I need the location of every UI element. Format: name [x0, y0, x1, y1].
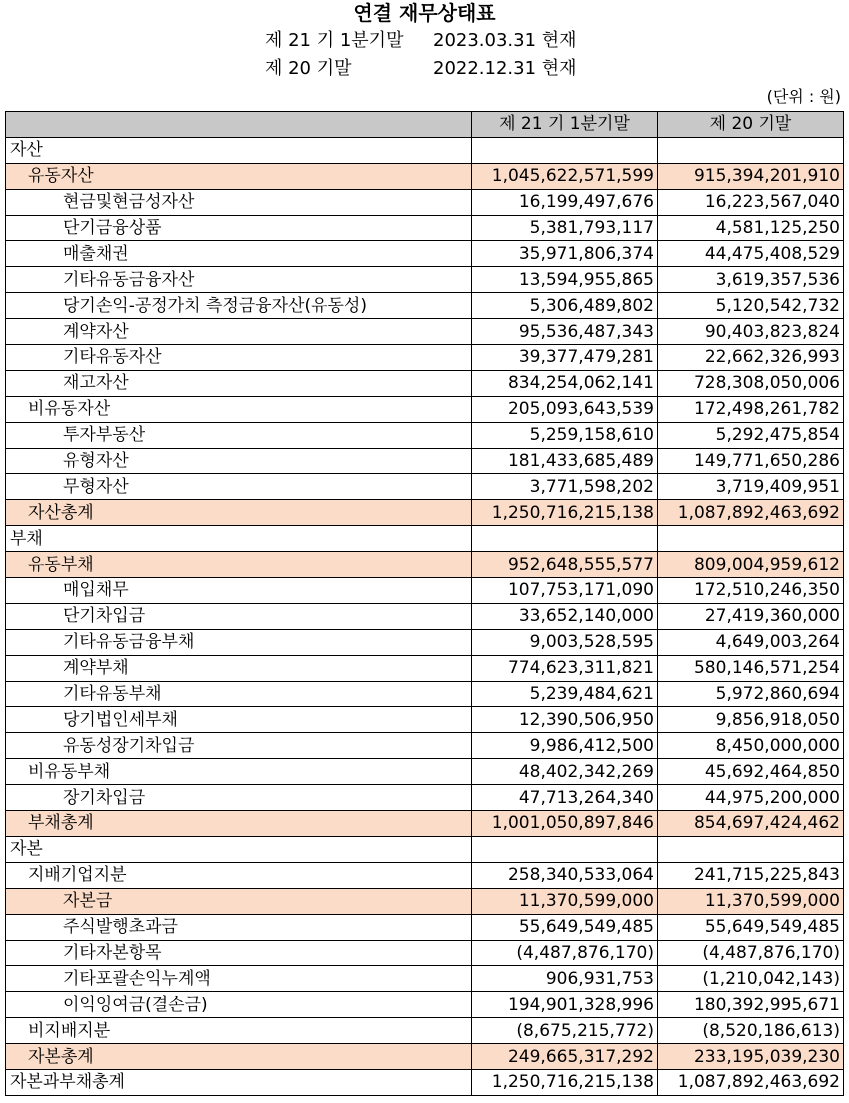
prior-period-amount-cell: 16,223,567,040 [658, 189, 844, 215]
current-period-amount-cell: 35,971,806,374 [472, 241, 658, 267]
current-period-amount-cell: 5,381,793,117 [472, 215, 658, 241]
current-period-amount-cell: 16,199,497,676 [472, 189, 658, 215]
current-period-amount-cell: 13,594,955,865 [472, 267, 658, 293]
account-name-cell: 기타유동금융부채 [6, 629, 472, 655]
table-row [6, 1069, 844, 1095]
prior-period-amount-cell: 149,771,650,286 [658, 448, 844, 474]
prior-period-amount-cell: 5,120,542,732 [658, 293, 844, 319]
table-row [6, 526, 844, 552]
current-period-amount-cell: 95,536,487,343 [472, 319, 658, 345]
prior-period-amount-cell: 44,975,200,000 [658, 785, 844, 811]
account-name-cell: 부채 [6, 526, 472, 552]
current-period-amount-cell: 5,306,489,802 [472, 293, 658, 319]
account-name-cell: 당기법인세부채 [6, 707, 472, 733]
current-period-amount-cell: 1,045,622,571,599 [472, 163, 658, 189]
prior-period-amount-cell: 854,697,424,462 [658, 811, 844, 837]
prior-period-amount-cell: 90,403,823,824 [658, 319, 844, 345]
account-name-cell: 기타유동금융자산 [6, 267, 472, 293]
table-row [6, 629, 844, 655]
table-row [6, 1044, 844, 1070]
table-row [6, 966, 844, 992]
current-period-amount-cell: 834,254,062,141 [472, 370, 658, 396]
prior-period-amount-cell: (4,487,876,170) [658, 940, 844, 966]
current-period-amount-cell: (8,675,215,772) [472, 1018, 658, 1044]
prior-period-amount-cell: 5,292,475,854 [658, 422, 844, 448]
column-header-account [6, 112, 472, 138]
prior-period-amount-cell: (1,210,042,143) [658, 966, 844, 992]
account-name-cell: 자본총계 [6, 1044, 472, 1070]
current-period-amount-cell: 205,093,643,539 [472, 396, 658, 422]
current-period-amount-cell [472, 526, 658, 552]
account-name-cell: 자본금 [6, 888, 472, 914]
statement-title: 연결 재무상태표 [353, 1, 496, 25]
account-name-cell: 기타자본항목 [6, 940, 472, 966]
current-period-amount-cell: 5,239,484,621 [472, 681, 658, 707]
account-name-cell: 기타유동자산 [6, 345, 472, 371]
prior-period-label: 제 20 기말 [265, 58, 352, 79]
account-name-cell: 현금및현금성자산 [6, 189, 472, 215]
account-name-cell: 장기차입금 [6, 785, 472, 811]
table-row [6, 293, 844, 319]
table-row [6, 578, 844, 604]
prior-period-amount-cell [658, 836, 844, 862]
account-name-cell: 매입채무 [6, 578, 472, 604]
current-period-amount-cell: 952,648,555,577 [472, 552, 658, 578]
table-row [6, 603, 844, 629]
table-row [6, 396, 844, 422]
account-name-cell: 자본과부채총계 [6, 1069, 472, 1095]
prior-period-amount-cell: 241,715,225,843 [658, 862, 844, 888]
table-row [6, 862, 844, 888]
prior-period-amount-cell: 11,370,599,000 [658, 888, 844, 914]
table-row [6, 992, 844, 1018]
table-row [6, 267, 844, 293]
current-period-amount-cell: 12,390,506,950 [472, 707, 658, 733]
table-header-row [6, 112, 844, 138]
prior-period-amount-cell: 180,392,995,671 [658, 992, 844, 1018]
current-period-amount-cell: 1,250,716,215,138 [472, 1069, 658, 1095]
current-period-amount-cell: 55,649,549,485 [472, 914, 658, 940]
account-name-cell: 지배기업지분 [6, 862, 472, 888]
prior-period-amount-cell: 8,450,000,000 [658, 733, 844, 759]
table-row [6, 448, 844, 474]
prior-period-amount-cell: 233,195,039,230 [658, 1044, 844, 1070]
current-period-date: 2023.03.31 현재 [433, 30, 577, 51]
prior-period-amount-cell: (8,520,186,613) [658, 1018, 844, 1044]
prior-period-amount-cell: 3,619,357,536 [658, 267, 844, 293]
prior-period-amount-cell: 3,719,409,951 [658, 474, 844, 500]
prior-period-date: 2022.12.31 현재 [433, 58, 577, 79]
account-name-cell: 당기손익-공정가치 측정금융자산(유동성) [6, 293, 472, 319]
prior-period-amount-cell: 172,510,246,350 [658, 578, 844, 604]
account-name-cell: 자산 [6, 137, 472, 163]
current-period-amount-cell: 181,433,685,489 [472, 448, 658, 474]
account-name-cell: 투자부동산 [6, 422, 472, 448]
current-period-label: 제 21 기 1분기말 [265, 30, 404, 51]
table-row [6, 189, 844, 215]
table-row [6, 655, 844, 681]
table-row [6, 707, 844, 733]
prior-period-amount-cell: 915,394,201,910 [658, 163, 844, 189]
account-name-cell: 자산총계 [6, 500, 472, 526]
balance-sheet-table [5, 111, 844, 1096]
prior-period-amount-cell: 27,419,360,000 [658, 603, 844, 629]
table-row [6, 241, 844, 267]
account-name-cell: 유형자산 [6, 448, 472, 474]
table-row [6, 940, 844, 966]
current-period-amount-cell [472, 836, 658, 862]
current-period-amount-cell: (4,487,876,170) [472, 940, 658, 966]
current-period-amount-cell: 39,377,479,281 [472, 345, 658, 371]
table-row [6, 163, 844, 189]
current-period-amount-cell: 194,901,328,996 [472, 992, 658, 1018]
account-name-cell: 단기금융상품 [6, 215, 472, 241]
current-period-amount-cell [472, 137, 658, 163]
column-header-current: 제 21 기 1분기말 [472, 112, 658, 138]
table-row [6, 319, 844, 345]
prior-period-amount-cell: 9,856,918,050 [658, 707, 844, 733]
table-row [6, 836, 844, 862]
prior-period-amount-cell: 809,004,959,612 [658, 552, 844, 578]
table-row [6, 888, 844, 914]
account-name-cell: 유동자산 [6, 163, 472, 189]
account-name-cell: 계약부채 [6, 655, 472, 681]
account-name-cell: 자본 [6, 836, 472, 862]
account-name-cell: 비지배지분 [6, 1018, 472, 1044]
account-name-cell: 단기차입금 [6, 603, 472, 629]
prior-period-amount-cell: 22,662,326,993 [658, 345, 844, 371]
column-header-prior: 제 20 기말 [658, 112, 844, 138]
table-row [6, 914, 844, 940]
prior-period-amount-cell [658, 137, 844, 163]
current-period-amount-cell: 33,652,140,000 [472, 603, 658, 629]
prior-period-amount-cell: 55,649,549,485 [658, 914, 844, 940]
current-period-amount-cell: 3,771,598,202 [472, 474, 658, 500]
prior-period-amount-cell: 172,498,261,782 [658, 396, 844, 422]
current-period-amount-cell: 9,986,412,500 [472, 733, 658, 759]
current-period-amount-cell: 258,340,533,064 [472, 862, 658, 888]
prior-period-amount-cell: 4,649,003,264 [658, 629, 844, 655]
table-row [6, 345, 844, 371]
table-row [6, 811, 844, 837]
current-period-amount-cell: 47,713,264,340 [472, 785, 658, 811]
current-period-amount-cell: 906,931,753 [472, 966, 658, 992]
current-period-amount-cell: 1,250,716,215,138 [472, 500, 658, 526]
account-name-cell: 주식발행초과금 [6, 914, 472, 940]
table-row [6, 474, 844, 500]
table-row [6, 1018, 844, 1044]
table-row [6, 500, 844, 526]
account-name-cell: 무형자산 [6, 474, 472, 500]
table-row [6, 552, 844, 578]
prior-period-amount-cell: 1,087,892,463,692 [658, 500, 844, 526]
account-name-cell: 계약자산 [6, 319, 472, 345]
account-name-cell: 유동부채 [6, 552, 472, 578]
table-row [6, 215, 844, 241]
account-name-cell: 기타유동부채 [6, 681, 472, 707]
account-name-cell: 매출채권 [6, 241, 472, 267]
account-name-cell: 비유동자산 [6, 396, 472, 422]
current-period-amount-cell: 1,001,050,897,846 [472, 811, 658, 837]
current-period-amount-cell: 5,259,158,610 [472, 422, 658, 448]
account-name-cell: 비유동부채 [6, 759, 472, 785]
prior-period-amount-cell: 4,581,125,250 [658, 215, 844, 241]
current-period-amount-cell: 107,753,171,090 [472, 578, 658, 604]
prior-period-amount-cell: 5,972,860,694 [658, 681, 844, 707]
current-period-amount-cell: 249,665,317,292 [472, 1044, 658, 1070]
prior-period-amount-cell: 44,475,408,529 [658, 241, 844, 267]
unit-label: (단위 : 원) [766, 87, 841, 106]
current-period-amount-cell: 9,003,528,595 [472, 629, 658, 655]
prior-period-amount-cell: 45,692,464,850 [658, 759, 844, 785]
account-name-cell: 재고자산 [6, 370, 472, 396]
account-name-cell: 기타포괄손익누계액 [6, 966, 472, 992]
prior-period-amount-cell: 1,087,892,463,692 [658, 1069, 844, 1095]
current-period-amount-cell: 11,370,599,000 [472, 888, 658, 914]
table-row [6, 759, 844, 785]
table-row [6, 422, 844, 448]
prior-period-amount-cell: 580,146,571,254 [658, 655, 844, 681]
current-period-amount-cell: 774,623,311,821 [472, 655, 658, 681]
table-row [6, 137, 844, 163]
account-name-cell: 이익잉여금(결손금) [6, 992, 472, 1018]
table-row [6, 681, 844, 707]
table-row [6, 733, 844, 759]
table-row [6, 785, 844, 811]
prior-period-amount-cell [658, 526, 844, 552]
table-row [6, 370, 844, 396]
current-period-amount-cell: 48,402,342,269 [472, 759, 658, 785]
account-name-cell: 유동성장기차입금 [6, 733, 472, 759]
prior-period-amount-cell: 728,308,050,006 [658, 370, 844, 396]
account-name-cell: 부채총계 [6, 811, 472, 837]
